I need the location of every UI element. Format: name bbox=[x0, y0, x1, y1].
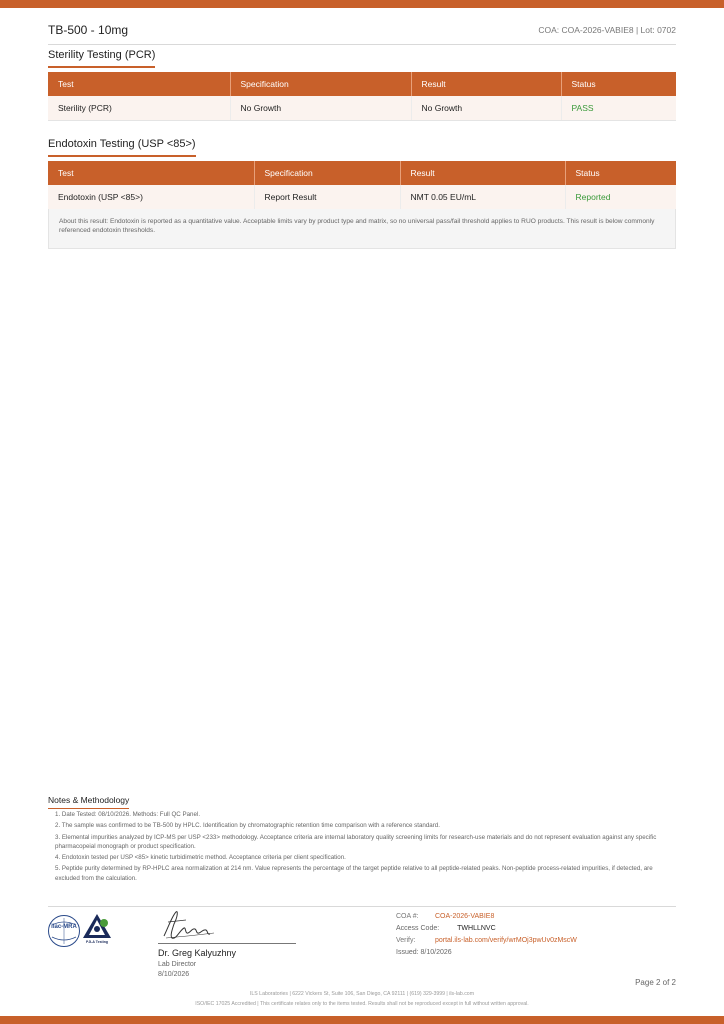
notes-title: Notes & Methodology bbox=[48, 795, 129, 809]
ilac-mra-logo bbox=[48, 915, 80, 947]
sterility-table bbox=[48, 72, 676, 121]
coa-info-block bbox=[396, 913, 577, 961]
signer-role: Lab Director bbox=[158, 961, 197, 968]
ilac-mra-label: ilac-MRA bbox=[51, 924, 77, 930]
signature-line bbox=[158, 943, 296, 944]
page-header bbox=[48, 23, 676, 45]
signature-divider bbox=[48, 906, 676, 907]
table-header-row bbox=[48, 72, 676, 96]
footer-disclaimer: ISO/IEC 17025 Accredited | This certificate relates only to the items tested. Results shall not be reproduced except in full without written approval. bbox=[195, 1001, 529, 1007]
pjla-label: PJLA Testing bbox=[86, 940, 108, 944]
notes-list bbox=[55, 810, 675, 885]
issued-date: Issued: 8/10/2026 bbox=[396, 949, 452, 956]
coa-number-label: COA #: bbox=[396, 913, 419, 920]
signer-name: Dr. Greg Kalyuzhny bbox=[158, 948, 237, 958]
column-header-test: Test bbox=[48, 72, 230, 96]
cell-test: Endotoxin (USP <85>) bbox=[48, 185, 254, 209]
top-accent-bar bbox=[0, 0, 724, 8]
verify-label: Verify: bbox=[396, 937, 416, 944]
sterility-section-title: Sterility Testing (PCR) bbox=[48, 49, 155, 68]
cell-specification: No Growth bbox=[230, 96, 411, 120]
cell-specification: Report Result bbox=[254, 185, 400, 209]
access-code-row bbox=[396, 925, 577, 937]
coa-lot-meta: COA: COA-2026-VABIE8 | Lot: 0702 bbox=[538, 25, 676, 35]
column-header-result: Result bbox=[400, 161, 565, 185]
column-header-test: Test bbox=[48, 161, 254, 185]
endotoxin-section-title: Endotoxin Testing (USP <85>) bbox=[48, 138, 196, 157]
access-code-value: TWHLLNVC bbox=[457, 925, 496, 932]
table-header-row bbox=[48, 161, 676, 185]
signer-date: 8/10/2026 bbox=[158, 971, 190, 978]
handwritten-signature bbox=[158, 908, 298, 944]
product-title: TB-500 - 10mg bbox=[48, 23, 129, 37]
note-item: 1. Date Tested: 08/10/2026. Methods: Full QC Panel. bbox=[55, 811, 201, 818]
footer-address: ILS Laboratories | 6222 Vickers St, Suite 106, San Diego, CA 92111 | (619) 329-3999 | ils-lab.com bbox=[249, 991, 475, 997]
coa-number-value: COA-2026-VABIE8 bbox=[434, 913, 495, 920]
note-item: 5. Peptide purity determined by RP-HPLC area normalization at 214 nm. Value represents the percentage of the target peptide relative to all peptide-related peaks. Non-peptide process-related impurities, if detected, are excluded from the calculation. bbox=[55, 865, 653, 882]
note-item: 3. Elemental impurities analyzed by ICP-MS per USP <233> methodology. Acceptance criteria are internal laboratory quality screening limits for research-use materials and do not represent evaluation against any specific pharmacopeial monograph or product specification. bbox=[55, 833, 657, 850]
cell-test: Sterility (PCR) bbox=[48, 96, 230, 120]
note-item: 4. Endotoxin tested per USP <85> kinetic turbidimetric method. Acceptance criteria per client specification. bbox=[55, 854, 346, 862]
verify-row bbox=[396, 937, 577, 949]
verify-link[interactable]: portal.ils-lab.com/verify/wrMOj3pwUv0zMscW bbox=[434, 937, 577, 944]
status-badge: PASS bbox=[561, 96, 676, 120]
table-row bbox=[48, 96, 676, 120]
cell-result: NMT 0.05 EU/mL bbox=[400, 185, 565, 209]
column-header-specification: Specification bbox=[254, 161, 400, 185]
column-header-status: Status bbox=[561, 72, 676, 96]
bottom-accent-bar bbox=[0, 1016, 724, 1024]
cell-result: No Growth bbox=[411, 96, 561, 120]
endotoxin-table bbox=[48, 161, 676, 210]
page-number: Page 2 of 2 bbox=[635, 978, 676, 987]
accreditation-logos bbox=[48, 913, 116, 953]
coa-number-row bbox=[396, 913, 577, 925]
note-item: 2. The sample was confirmed to be TB-500 by HPLC. Identification by chromatographic retention time comparison with a reference standard. bbox=[55, 822, 440, 830]
status-badge: Reported bbox=[565, 185, 676, 209]
column-header-specification: Specification bbox=[230, 72, 411, 96]
endotoxin-about-note: About this result: Endotoxin is reported as a quantitative value. Acceptable limits vary by product type and matrix, so no universal pass/fail threshold applies to RUO products. This result is below commonly referenced endotoxin thresholds. bbox=[48, 209, 676, 249]
access-code-label: Access Code: bbox=[396, 925, 440, 932]
column-header-result: Result bbox=[411, 72, 561, 96]
column-header-status: Status bbox=[565, 161, 676, 185]
table-row bbox=[48, 185, 676, 209]
